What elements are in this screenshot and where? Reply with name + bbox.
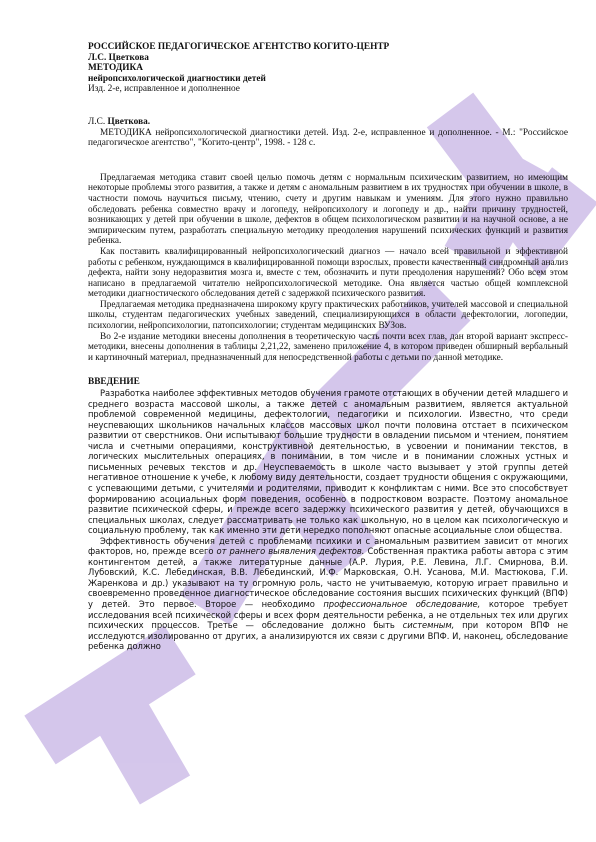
- citation-text: МЕТОДИКА нейропсихологической диагностики детей. Изд. 2-е, исправленное и дополненное. - М.: "Российское педагогическое агентство", "Когито-центр", 1998. - 128 с.: [88, 127, 568, 149]
- text-run: Эффективность обучения детей с проблемами психики и с аномальным развитием зависит от многих факторов, но, прежде всего: [88, 535, 568, 557]
- book-title: МЕТОДИКА: [88, 63, 143, 74]
- book-subtitle: нейропсихологической диагностики детей: [88, 73, 266, 84]
- publisher-line: РОССИЙСКОЕ ПЕДАГОГИЧЕСКОЕ АГЕНТСТВО КОГИТО-ЦЕНТР: [88, 42, 390, 52]
- citation-initials: Л.С.: [88, 116, 106, 127]
- annotation-paragraph: Предлагаемая методика ставит своей целью помочь детям с нормальным психическим развитием, но имеющим некоторые проблемы этого развития, а также и детям с аномальным развитием в их трудностях при обучении в школе, в частности помочь научиться письму, чтению, счету и другим навыкам и умениям. Для этого нужно правильно обследовать ребенка совместно врачу и логопеду, нейропсихологу и логопеду и др., найти причину трудностей, возникающих у детей при обучении в школе, дефектов в общем психологическом развитии и на научной основе, а не эмпирическим путем, разработать специальную методику преодоления нарушений психических функций и развития ребенка.: [88, 172, 568, 247]
- citation-surname: Цветкова.: [107, 116, 151, 127]
- intro-paragraph: Разработка наиболее эффективных методов обучения грамоте отстающих в обучении детей младшего и среднего возраста массовой школы, а также детей с аномальным развитием, является актуальной проблемой современной медицины, дефектологии, педагогики и психологии. Известно, что среди неуспевающих школьников начальных классов массовых школ почти половина отстает в психическом развитии от сверстников. Они испытывают большие трудности в овладении письмом и чтением, понятием числа и счетными операциями, конструктивной деятельностью, в усвоении и понимании текстов, в логических мыслительных операциях, в понимании, в том числе и в понимании сложных устных и письменных речевых текстов и др. Неуспеваемость в школе часто вызывает у этой группы детей негативное отношение к учебе, к любому виду деятельности, создает трудности общения с окружающими, с успевающими детьми, с учителями и родителями, приводит к конфликтам с ними. Все это способствует формированию асоциальных форм поведения, особенно в подростковом возрасте. Поэтому аномальное развитие психической сферы, и прежде всего задержку психического развития у детей, обучающихся в специальных школах, следует рассматривать не только как школьную, но в целом как психологическую и социальную проблему, так как именно эти дети нередко пополняют опасные асоциальные слои общества.: [88, 388, 568, 536]
- text-run: при котором ВПФ не исследуются изолированно от других, а анализируются их связи с другими ВПФ. И, наконец, обследование ребенка должно: [88, 620, 568, 652]
- emphasis: от раннего выявления дефектов.: [216, 546, 365, 557]
- text-run: которое требует исследования всей психической сферы и всех форм деятельности ребенка, а не отдельных тех или других психических процессов. Третье — обследование должно быть: [88, 598, 568, 631]
- edition-line: Изд. 2-е, исправленное и дополненное: [88, 84, 240, 95]
- citation-author: [88, 117, 568, 128]
- text-run: Собственная практика работы автора с этим контингентом детей, а также литературные данные (А.Р. Лурия, Р.Е. Левина, Л.Г. Смирнова, В.И. Лубовский, К.С. Лебединская, В.В. Лебединский, И.Ф. Марковская, О.Н. Усанова, М.И. Мастюкова, Г.И. Жаренкова и др.) указывают на ту огромную роль, часто не учитываемую, которую играет правильно и своевременно проведенное диагностическое обследование состояния высших психических функций (ВПФ) у детей. Это первое. Второе — необходимо: [88, 546, 569, 609]
- citation: [88, 117, 568, 149]
- emphasis: системным,: [402, 620, 455, 631]
- author-line: Л.С. Цветкова: [88, 52, 149, 63]
- annotation-paragraph: Как поставить квалифицированный нейропсихологический диагноз — начало всей правильной и эффективной работы с ребенком, нуждающимся в квалифицированной помощи взрослых, провести качественный синдромный анализ дефекта, найти зону недоразвития мозга и, вместе с тем, обозначить и пути преодоления нарушений? Обо всем этом написано в предлагаемой читателю нейропсихологической методике. Она является частью общей комплексной методики диагностического обследования детей с задержкой психического развития.: [88, 246, 569, 300]
- emphasis: профессиональное обследование,: [323, 598, 481, 609]
- intro-section: [88, 388, 568, 652]
- annotation: [88, 173, 568, 364]
- intro-paragraph: [88, 536, 568, 652]
- annotation-paragraph: Во 2-е издание методики внесены дополнения в теоретическую часть почти всех глав, дан второй вариант экспресс-методики, внесены дополнения в таблицы 2,21,22, заменено приложение 4, в котором приведен обширный вербальный и картиночный материал, предназначенный для непосредственной работы с детьми по данной методике.: [88, 331, 568, 363]
- section-title: ВВЕДЕНИЕ: [88, 377, 140, 388]
- document-body: [88, 42, 568, 652]
- annotation-paragraph: Предлагаемая методика предназначена широкому кругу практических работников, учителей массовой и специальной школы, студентам педагогических учебных заведений, специализирующихся в области дефектологии, логопедии, психологии, нейропсихологии, патопсихологии; студентам медицинских ВУЗов.: [88, 299, 568, 332]
